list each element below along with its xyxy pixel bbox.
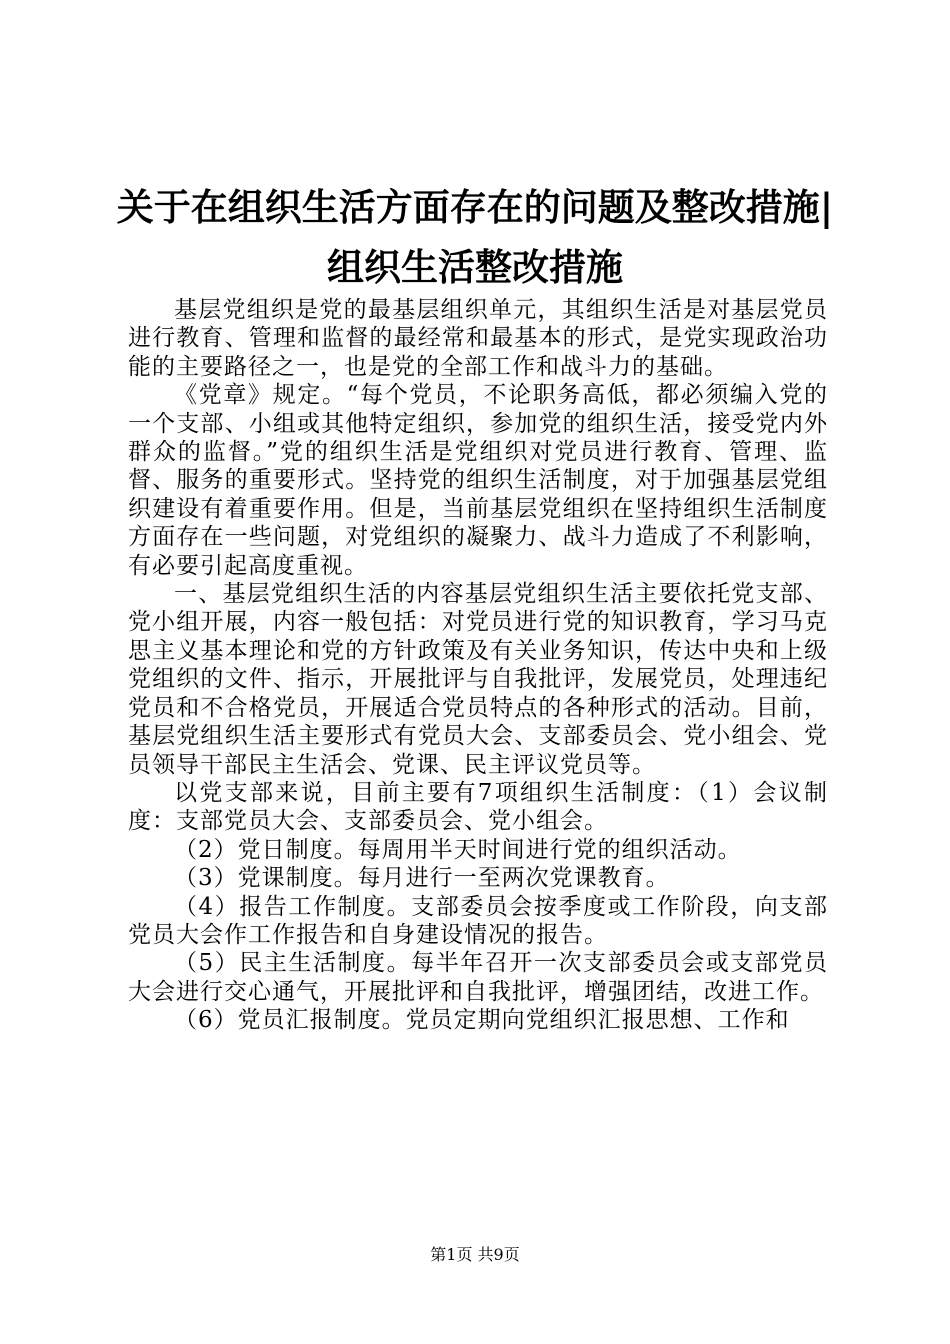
document-body <box>128 296 828 1035</box>
paragraph: （3）党课制度。每月进行一至两次党课教育。 <box>174 865 670 892</box>
paragraph: （4）报告工作制度。支部委员会按季度或工作阶段，向支部党员大会作工作报告和自身建设情况的报告。 <box>128 893 828 948</box>
document-title-line-2: 组织生活整改措施 <box>327 245 623 289</box>
paragraph: 基层党组织是党的最基层组织单元，其组织生活是对基层党员进行教育、管理和监督的最经常和最基本的形式，是党实现政治功能的主要路径之一，也是党的全部工作和战斗力的基础。 <box>128 297 828 380</box>
paragraph: （6）党员汇报制度。党员定期向党组织汇报思想、工作和 <box>174 1007 790 1034</box>
page-footer: 第1页 共9页 <box>430 1245 520 1264</box>
paragraph: 一、基层党组织生活的内容基层党组织生活主要依托党支部、党小组开展，内容一般包括：对党员进行党的知识教育，学习马克思主义基本理论和党的方针政策及有关业务知识，传达中央和上级党组织的文件、指示，开展批评与自我批评，发展党员，处理违纪党员和不合格党员，开展适合党员特点的各种形式的活动。目前，基层党组织生活主要形式有党员大会、支部委员会、党小组会、党员领导干部民主生活会、党课、民主评议党员等。 <box>128 581 828 778</box>
document-title-line-1: 关于在组织生活方面存在的问题及整改措施| <box>116 185 834 229</box>
paragraph: （5）民主生活制度。每半年召开一次支部委员会或支部党员大会进行交心通气，开展批评和自我批评，增强团结，改进工作。 <box>128 950 828 1005</box>
paragraph: （2）党日制度。每周用半天时间进行党的组织活动。 <box>174 836 742 863</box>
paragraph: 《党章》规定。“每个党员，不论职务高低，都必须编入党的一个支部、小组或其他特定组织，参加党的组织生活，接受党内外群众的监督。”党的组织生活是党组织对党员进行教育、管理、监督、服务的重要形式。坚持党的组织生活制度，对于加强基层党组织建设有着重要作用。但是，当前基层党组织在坚持组织生活制度方面存在一些问题，对党组织的凝聚力、战斗力造成了不利影响，有必要引起高度重视。 <box>128 382 828 579</box>
paragraph: 以党支部来说，目前主要有7项组织生活制度：（1）会议制度：支部党员大会、支部委员会、党小组会。 <box>128 779 828 835</box>
